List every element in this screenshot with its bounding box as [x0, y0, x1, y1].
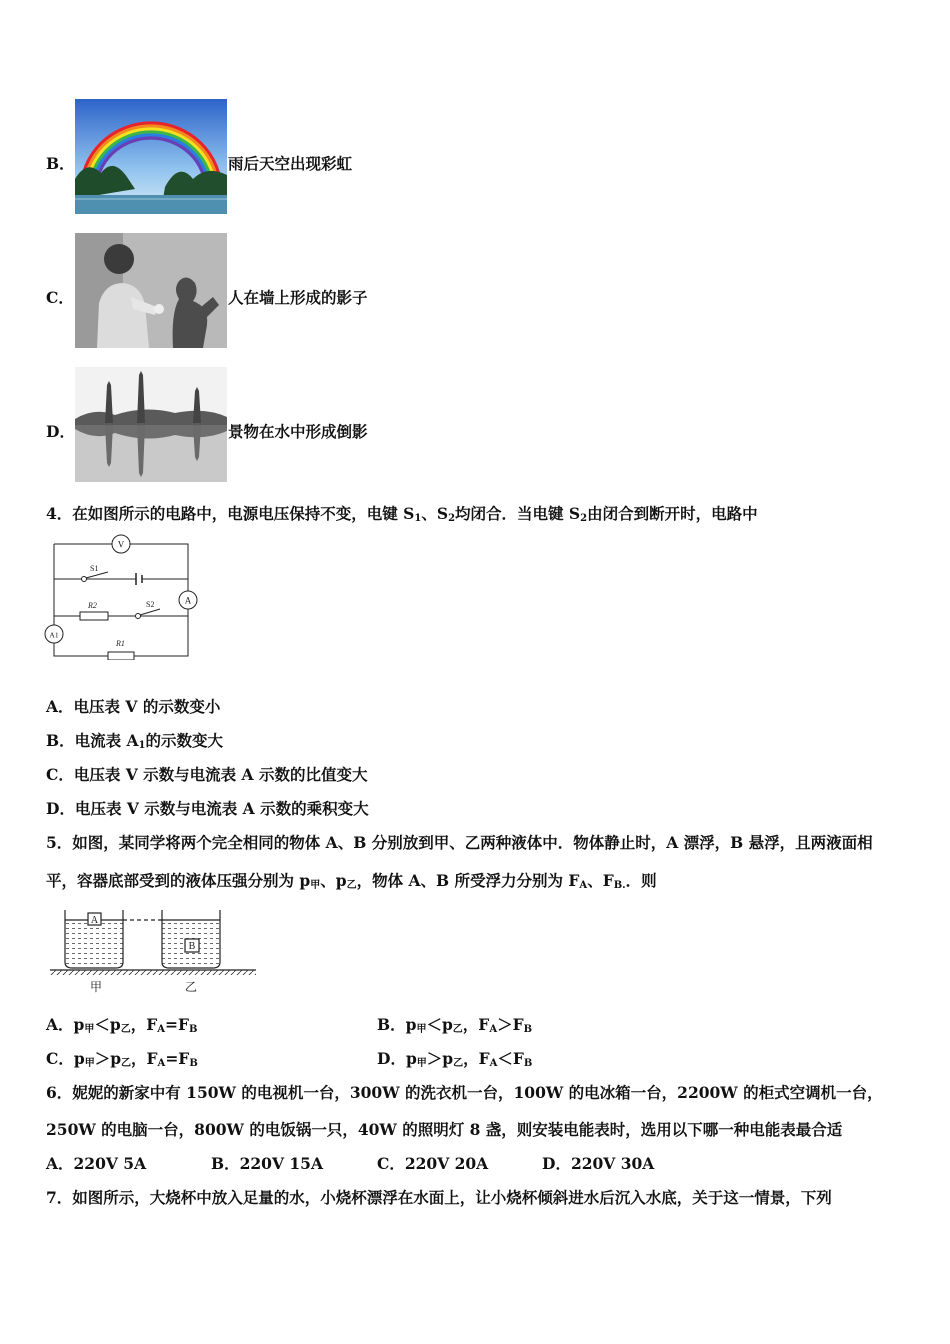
- label-s1: S1: [90, 564, 99, 573]
- label-r1: R1: [116, 639, 125, 648]
- q5-option-c: C．$p_甲>p_乙$，$F_A=F_B$: [46, 1049, 198, 1069]
- q4-option-a: A．电压表 V 的示数变小: [46, 697, 221, 716]
- label-object-b: B: [188, 941, 196, 952]
- q4-option-d: D．电压表 V 示数与电流表 A 示数的乘积变大: [46, 799, 369, 818]
- label-a1: A1: [49, 630, 59, 640]
- label-beaker-jia: 甲: [89, 980, 103, 994]
- resistor-r2-icon: [80, 612, 108, 620]
- question-6-line-1: 6．妮妮的新家中有 150W 的电视机一台，300W 的洗衣机一台，100W 的电冰箱一台，2200W 的柜式空调机一台，: [46, 1083, 883, 1102]
- q4-option-b: B．电流表 $A_1$的示数变大: [46, 731, 224, 751]
- q4-option-c: C．电压表 V 示数与电流表 A 示数的比值变大: [46, 765, 368, 784]
- question-4-stem: 4．在如图所示的电路中，电源电压保持不变，电键 $S_1$、$S_2$均闭合．当电键 $S_2$由闭合到断开时，电路中: [46, 504, 758, 524]
- switch-s1-icon: [82, 572, 109, 582]
- q5-option-a: A．$p_甲<p_乙$，$F_A=F_B$: [46, 1015, 198, 1035]
- label-a: A: [184, 595, 192, 606]
- option-b-letter: B．: [46, 154, 75, 173]
- question-5-line-1: 5．如图，某同学将两个完全相同的物体 A、B 分别放到甲、乙两种液体中．物体静止时，A 漂浮，B 悬浮，且两液面相: [46, 833, 873, 852]
- q6-option-a: A．220V 5A: [46, 1154, 147, 1173]
- q6-option-d: D．220V 30A: [542, 1154, 655, 1173]
- shadow-photo: [75, 233, 227, 348]
- label-object-a: A: [90, 915, 99, 926]
- label-beaker-yi: 乙: [184, 980, 198, 994]
- question-7-line-1: 7．如图所示，大烧杯中放入足量的水，小烧杯漂浮在水面上，让小烧杯倾斜进水后沉入水底，关于这一情景，下列: [46, 1188, 832, 1207]
- q6-option-c: C．220V 20A: [377, 1154, 489, 1173]
- q6-option-b: B．220V 15A: [211, 1154, 323, 1173]
- label-r2: R2: [88, 601, 97, 610]
- question-6-line-2: 250W 的电脑一台，800W 的电饭锅一只，40W 的照明灯 8 盏，则安装电能表时，选用以下哪一种电能表最合适: [46, 1120, 843, 1139]
- battery-icon: [136, 573, 148, 585]
- reflection-photo: [75, 367, 227, 482]
- option-d-caption: 景物在水中形成倒影: [228, 422, 368, 441]
- q5-option-b: B．$p_甲<p_乙$，$F_A>F_B$: [377, 1015, 533, 1035]
- option-b-caption: 雨后天空出现彩虹: [228, 154, 353, 173]
- label-s2: S2: [146, 600, 155, 609]
- resistor-r1-icon: [108, 652, 134, 660]
- rainbow-photo: [75, 99, 227, 214]
- label-v: V: [117, 539, 125, 550]
- q5-option-d: D．$p_甲>p_乙$，$F_A<F_B$: [377, 1049, 533, 1069]
- question-5-line-2: 平，容器底部受到的液体压强分别为 $p_甲$、$p_乙$，物体 A、B 所受浮力分别为 $F_A$、$F_{B.}$．则: [46, 871, 657, 891]
- circuit-diagram: [44, 534, 204, 660]
- switch-s2-icon: [136, 609, 161, 619]
- beakers-diagram: [48, 906, 260, 996]
- option-c-caption: 人在墙上形成的影子: [228, 288, 368, 307]
- option-c-letter: C．: [46, 288, 74, 307]
- option-d-letter: D．: [46, 422, 75, 441]
